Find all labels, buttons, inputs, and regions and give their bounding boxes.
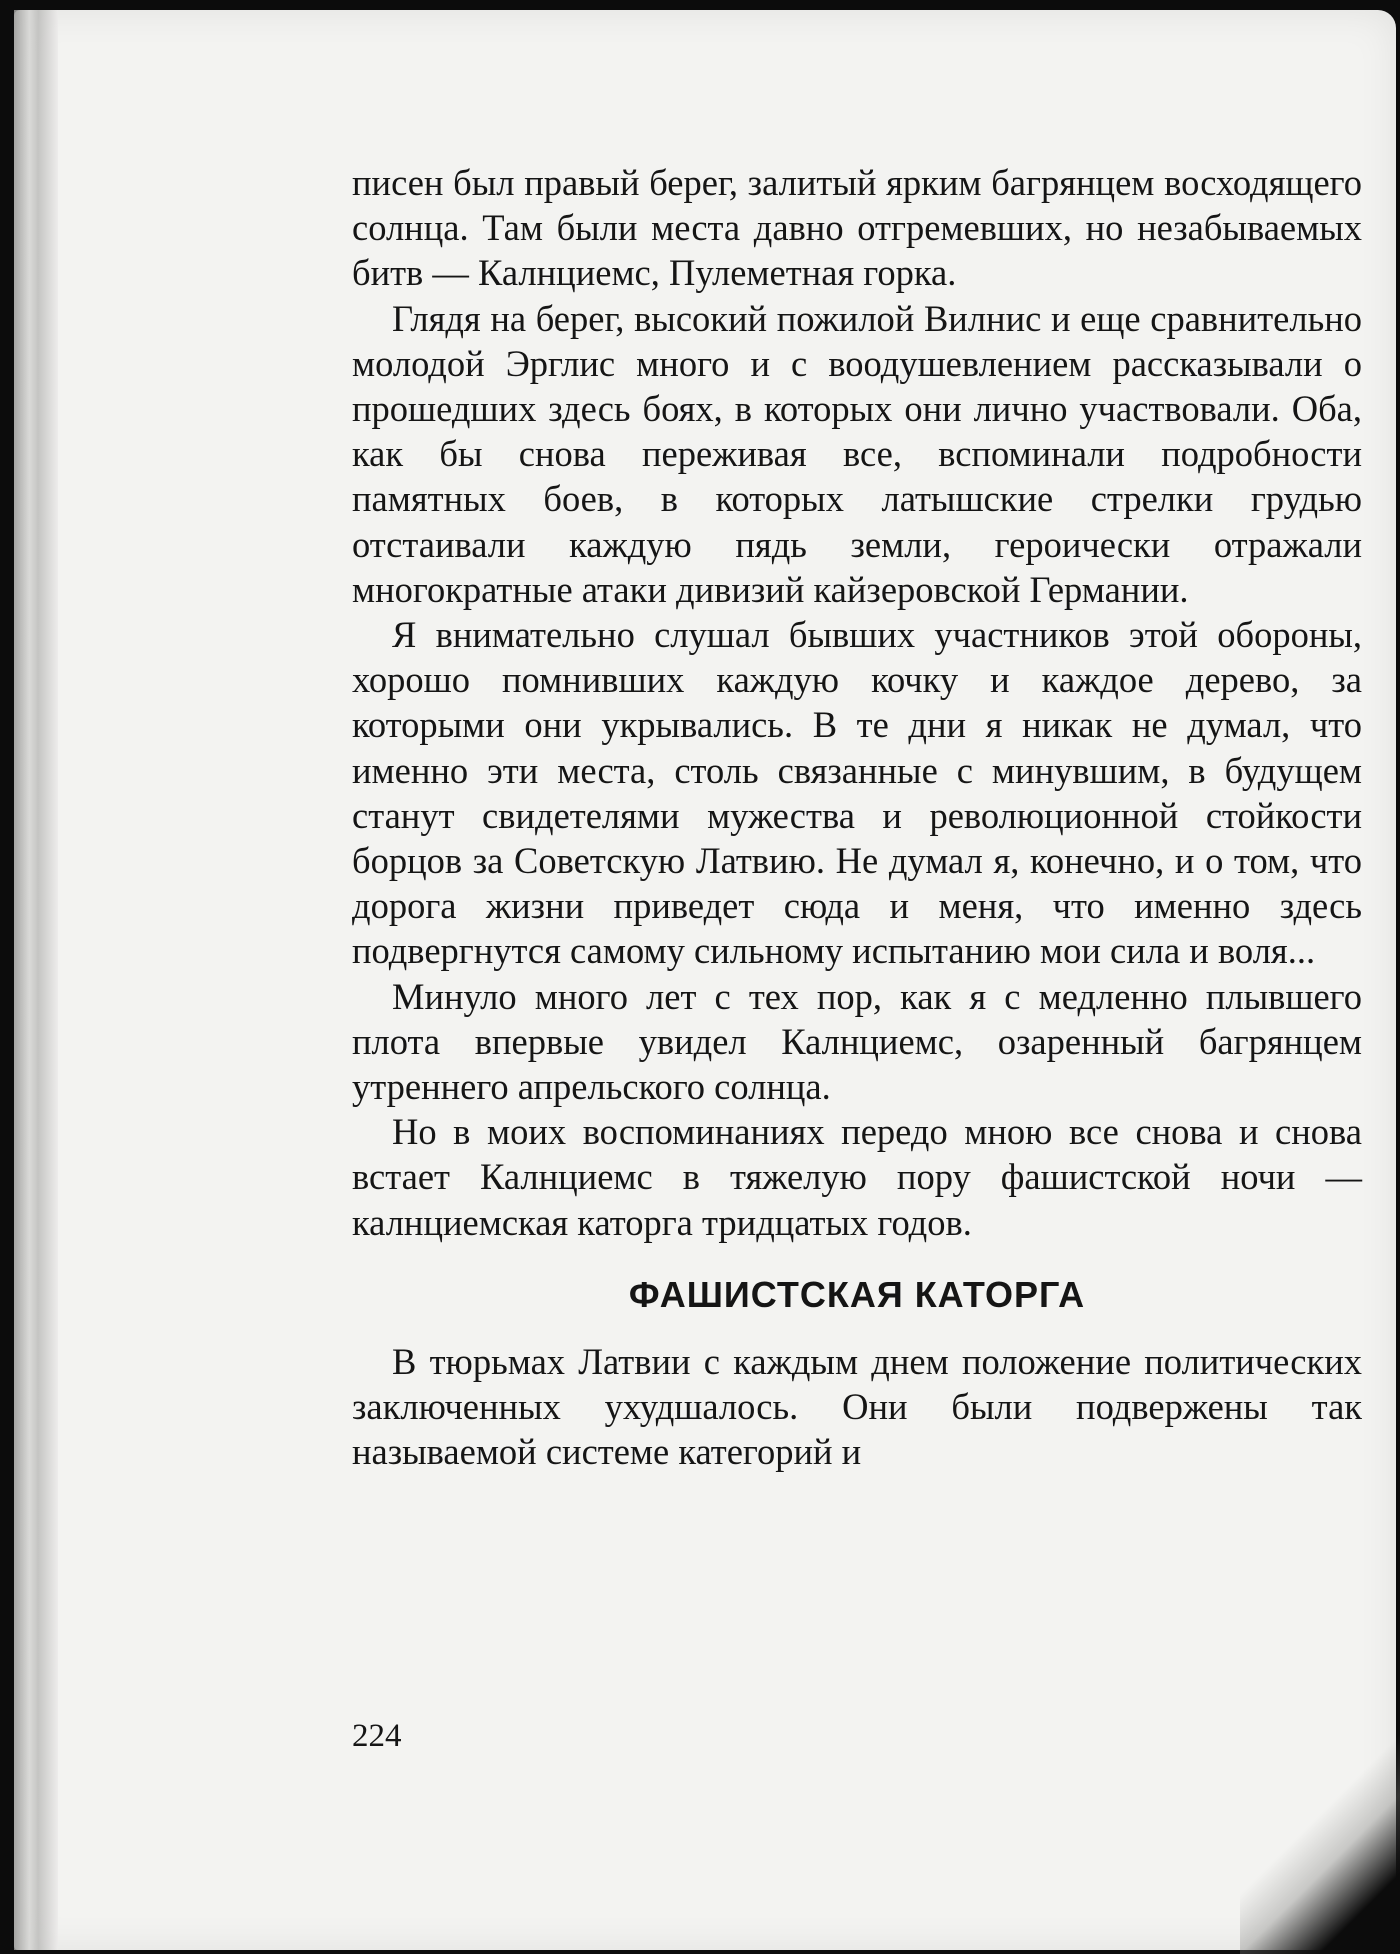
paragraph-5: Но в моих воспоминаниях передо мною все снова и снова встает Калнциемс в тяжелую пору фашистской ночи — калнциемская каторга тридцатых годов. bbox=[352, 1111, 1362, 1243]
paragraph-4: Минуло много лет с тех пор, как я с медленно плывшего плота впервые увидел Калнциемс, озаренный багрянцем утреннего апрельского солнца. bbox=[352, 975, 1362, 1108]
section-heading: ФАШИСТСКАЯ КАТОРГА bbox=[628, 1273, 1086, 1315]
page-corner-fold bbox=[1240, 1714, 1400, 1954]
paragraph-1: писен был правый берег, залитый ярким багрянцем восходящего солнца. Там были места давно отгремевших, но незабываемых битв — Калнциемс, Пулеметная горка. bbox=[352, 162, 1362, 294]
page-text bbox=[352, 160, 1362, 1474]
paragraph-3: Я внимательно слушал бывших участников этой обороны, хорошо помнивших каждую кочку и каждое дерево, за которыми они укрывались. В те дни я никак не думал, что именно эти места, столь связанные с минувшим, в будущем станут свидетелями мужества и революционной стойкости борцов за Советскую Латвию. Не думал я, конечно, и о том, что дорога жизни приведет сюда и меня, что именно здесь подвергнутся самому сильному испытанию мои сила и воля... bbox=[352, 614, 1362, 972]
book-binding-edge bbox=[14, 10, 58, 1950]
page-number: 224 bbox=[352, 1718, 402, 1754]
paragraph-2: Глядя на берег, высокий пожилой Вилнис и еще сравнительно молодой Эрглис много и с воодушевлением рассказывали о прошедших здесь боях, в которых они лично участвовали. Оба, как бы снова переживая все, вспоминали подробности памятных боев, в которых латышские стрелки грудью отстаивали каждую пядь земли, героически отражали многократные атаки дивизий кайзеровской Германии. bbox=[352, 297, 1362, 610]
paragraph-6: В тюрьмах Латвии с каждым днем положение политических заключенных ухудшалось. Они были подвержены так называемой системе категорий и bbox=[352, 1340, 1362, 1473]
